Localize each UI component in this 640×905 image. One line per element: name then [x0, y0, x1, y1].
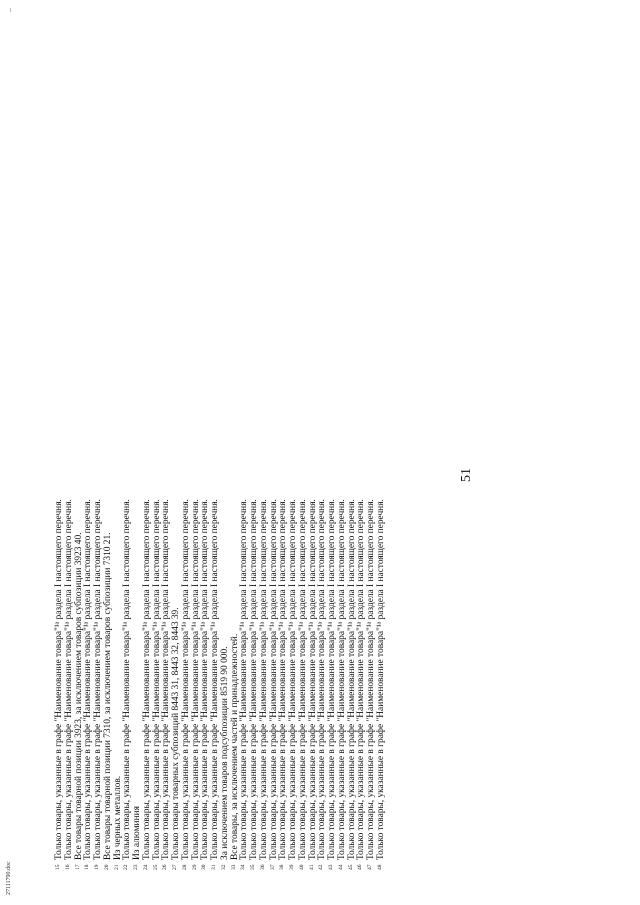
line-text: Только товары, указанные в графе "Наименование товара"¹ᵃ раздела I настоящего перечня. [317, 499, 328, 860]
line-text: За исключением товаров подсубпозиции 8519 90 000. [219, 646, 230, 860]
line-text: Только товары, указанные в графе "Наименование товара"¹ᵃ раздела I настоящего перечня. [239, 499, 250, 860]
line-text: Только товары, указанные в графе "Наименование товара"¹ᵃ раздела I настоящего перечня. [180, 499, 191, 860]
rotated-content [55, 345, 640, 870]
line-text: Все товары, за исключением частей и принадлежностей. [229, 633, 240, 860]
line-text: Все товары товарной позиции 3923, за исключением товаров субпозиции 3923 40. [73, 532, 84, 860]
line-text: Только товары, указанные в графе "Наименование товара"¹ᵃ раздела I настоящего перечня. [93, 499, 103, 860]
line-text: Только товары, указанные в графе "Наименование товара"¹ᵃ раздела I настоящего перечня. [366, 499, 376, 860]
document-filename: 27111790.doc [6, 861, 12, 895]
line-number: 23 [133, 864, 139, 870]
page-number: 51 [459, 468, 474, 482]
line-number: 24 [142, 864, 149, 870]
line-text: Только товары, указанные в графе "Наименование товара"¹ᵃ раздела I настоящего перечня. [141, 499, 152, 860]
line-text: Только товары, указанные в графе "Наименование товара"¹ᵃ раздела I настоящего перечня. [258, 499, 269, 860]
line-text: Все товары товарной позиции 7310, за исключением товаров субпозиции 7310 21. [102, 532, 113, 860]
line-text: Только товары, указанные в графе "Наименование товара"¹ᵃ раздела I настоящего перечня. [278, 499, 289, 860]
line-number: 47 [367, 864, 373, 870]
footnote-line [123, 345, 133, 870]
line-number: 35 [250, 864, 256, 870]
line-number: 48 [376, 864, 383, 870]
line-number: 16 [64, 864, 71, 870]
line-number: 18 [84, 864, 91, 870]
line-number: 15 [55, 864, 61, 870]
line-number: 42 [318, 864, 325, 870]
line-text: Только товары, указанные в графе "Наименование товара"¹ᵃ раздела I настоящего перечня. [356, 499, 367, 860]
line-number: 39 [289, 864, 295, 870]
line-number: 20 [103, 864, 110, 870]
line-text: Из черных металлов. [112, 775, 123, 860]
line-number: 40 [298, 864, 305, 870]
line-number: 36 [259, 864, 266, 870]
line-number: 44 [337, 864, 344, 870]
line-text: Только товары, указанные в графе "Наименование товара"¹ᵃ раздела I настоящего перечня. [200, 499, 211, 860]
line-text: Только товары, указанные в графе "Наименование товара"¹ᵃ раздела I настоящего перечня. [336, 499, 347, 860]
line-text: Только товары, указанные в графе "Наименование товара"¹ᵃ раздела I настоящего перечня. [151, 499, 162, 860]
line-number: 17 [74, 864, 81, 870]
line-text: Только товары, указанные в графе "Наименование товара"¹ᵃ раздела I настоящего перечня. [83, 499, 94, 860]
line-text: Только товары, указанные в графе "Наименование товара"¹ᵃ раздела I настоящего перечня. [161, 499, 172, 860]
line-number: 25 [152, 864, 159, 870]
line-text: Только товары, указанные в графе "Наименование товара"¹ᵃ раздела I настоящего перечня. [122, 499, 133, 860]
line-text: Только товары, указанные в графе "Наименование товара"¹ᵃ раздела I настоящего перечня. [307, 499, 318, 860]
line-number: 32 [220, 864, 227, 870]
line-text: Только товары, указанные в графе "Наименование товара"¹ᵃ раздела I настоящего перечня. [327, 499, 337, 860]
scan-mark [10, 8, 11, 12]
line-number: 45 [347, 864, 354, 870]
line-number: 31 [211, 864, 217, 870]
line-number: 34 [240, 864, 247, 870]
line-text: Только товары, указанные в графе "Наименование товара"¹ᵃ раздела I настоящего перечня. [346, 499, 357, 860]
line-text: Только товары, указанные в графе "Наименование товара"¹ᵃ раздела I настоящего перечня. [249, 499, 259, 860]
footnote-list [55, 345, 387, 870]
line-number: 38 [279, 864, 286, 870]
line-number: 30 [201, 864, 208, 870]
line-number: 19 [94, 864, 100, 870]
line-number: 28 [181, 864, 188, 870]
line-number: 26 [162, 864, 169, 870]
line-text: Только товары, указанные в графе "Наименование товара"¹ᵃ раздела I настоящего перечня. [268, 499, 279, 860]
line-text: Только товары товарных субпозиций 8443 31, 8443 32, 8443 39. [171, 607, 181, 860]
line-text: Только товары, указанные в графе "Наименование товара"¹ᵃ раздела I настоящего перечня. [190, 499, 201, 860]
line-text: Только товары, указанные в графе "Наименование товара"¹ᵃ раздела I настоящего перечня. [210, 499, 220, 860]
line-text: Только товары, указанные в графе "Наименование товара"¹ᵃ раздела I настоящего перечня. [288, 499, 298, 860]
line-number: 43 [328, 864, 334, 870]
line-text: Только товары, указанные в графе "Наименование товара"¹ᵃ раздела I настоящего перечня. [54, 499, 64, 860]
line-number: 21 [113, 864, 120, 870]
footnote-line [377, 345, 387, 870]
line-text: Только товары, указанные в графе "Наименование товара"¹ᵃ раздела I настоящего перечня. [63, 499, 74, 860]
line-number: 37 [269, 864, 276, 870]
line-text: Только товары, указанные в графе "Наименование товара"¹ᵃ раздела I настоящего перечня. [375, 499, 386, 860]
line-number: 46 [357, 864, 364, 870]
line-number: 27 [172, 864, 178, 870]
line-text: Только товары, указанные в графе "Наименование товара"¹ᵃ раздела I настоящего перечня. [297, 499, 308, 860]
line-number: 22 [123, 864, 130, 870]
line-text: Из алюминия [132, 806, 142, 860]
line-number: 33 [230, 864, 237, 870]
line-number: 29 [191, 864, 198, 870]
line-number: 41 [308, 864, 315, 870]
